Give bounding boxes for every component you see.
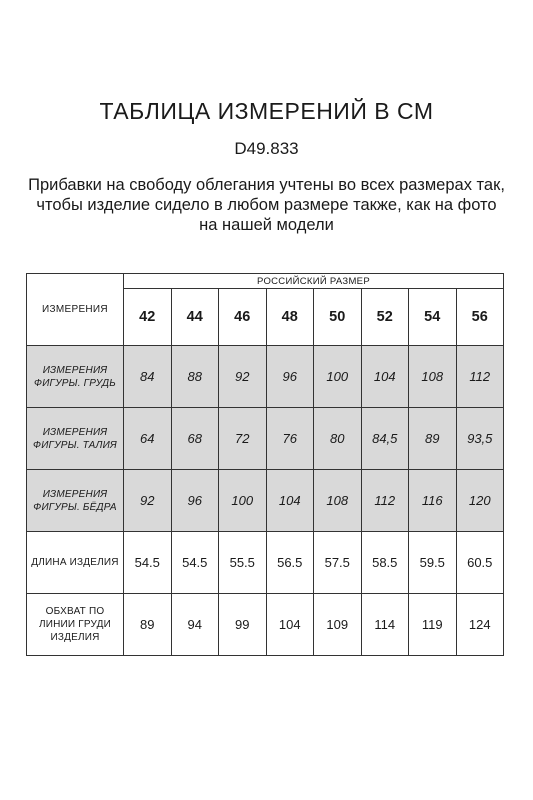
fit-note <box>0 175 533 235</box>
table-cell: 55.5 <box>219 532 267 594</box>
table-row <box>27 594 504 656</box>
table-cell: 124 <box>456 594 504 656</box>
table-cell: 99 <box>219 594 267 656</box>
table-cell: 93,5 <box>456 408 504 470</box>
table-row <box>27 532 504 594</box>
table-cell: 68 <box>171 408 219 470</box>
row-label-line: ДЛИНА ИЗДЕЛИЯ <box>31 557 119 568</box>
row-label-waist <box>27 408 124 470</box>
table-cell: 89 <box>409 408 457 470</box>
size-header-cell: 54 <box>409 289 457 346</box>
table-row <box>27 346 504 408</box>
russian-size-header: РОССИЙСКИЙ РАЗМЕР <box>124 274 504 289</box>
table-cell: 56.5 <box>266 532 314 594</box>
table-cell: 108 <box>409 346 457 408</box>
table-cell: 88 <box>171 346 219 408</box>
table-cell: 96 <box>171 470 219 532</box>
table-cell: 94 <box>171 594 219 656</box>
row-label-garment-chest <box>27 594 124 656</box>
table-cell: 104 <box>266 594 314 656</box>
row-label-line: ЛИНИИ ГРУДИ <box>38 619 112 630</box>
table-cell: 112 <box>361 470 409 532</box>
table-cell: 59.5 <box>409 532 457 594</box>
row-label-chest <box>27 346 124 408</box>
row-label-line: ОБХВАТ ПО <box>45 606 105 617</box>
row-label-line: ИЗМЕРЕНИЯ <box>42 426 108 438</box>
table-cell: 100 <box>219 470 267 532</box>
table-cell: 58.5 <box>361 532 409 594</box>
table-cell: 104 <box>361 346 409 408</box>
row-label-length <box>27 532 124 594</box>
fit-note-line: чтобы изделие сидело в любом размере также, как на фото <box>36 196 497 214</box>
table-cell: 119 <box>409 594 457 656</box>
table-cell: 54.5 <box>171 532 219 594</box>
row-label-line: ИЗДЕЛИЯ <box>50 632 100 643</box>
page-title: ТАБЛИЦА ИЗМЕРЕНИЙ В СМ <box>99 98 434 124</box>
row-label-line: ФИГУРЫ. БЁДРА <box>33 501 117 513</box>
row-label-line: ИЗМЕРЕНИЯ <box>42 488 108 500</box>
table-cell: 108 <box>314 470 362 532</box>
row-label-line: ФИГУРЫ. ТАЛИЯ <box>33 439 117 451</box>
size-header-cell: 44 <box>171 289 219 346</box>
size-table-group-row <box>27 274 504 289</box>
table-cell: 116 <box>409 470 457 532</box>
table-cell: 120 <box>456 470 504 532</box>
table-cell: 64 <box>124 408 172 470</box>
table-cell: 80 <box>314 408 362 470</box>
table-cell: 92 <box>124 470 172 532</box>
table-row <box>27 408 504 470</box>
table-cell: 89 <box>124 594 172 656</box>
table-cell: 57.5 <box>314 532 362 594</box>
table-cell: 100 <box>314 346 362 408</box>
size-table <box>26 273 504 656</box>
table-cell: 84 <box>124 346 172 408</box>
table-cell: 114 <box>361 594 409 656</box>
size-header-cell: 42 <box>124 289 172 346</box>
table-cell: 54.5 <box>124 532 172 594</box>
table-cell: 96 <box>266 346 314 408</box>
size-header-cell: 46 <box>219 289 267 346</box>
size-header-cell: 56 <box>456 289 504 346</box>
table-row <box>27 470 504 532</box>
table-cell: 60.5 <box>456 532 504 594</box>
size-header-cell: 52 <box>361 289 409 346</box>
table-cell: 109 <box>314 594 362 656</box>
measurements-header: ИЗМЕРЕНИЯ <box>27 274 124 346</box>
fit-note-line: на нашей модели <box>199 216 334 234</box>
size-header-cell: 48 <box>266 289 314 346</box>
table-cell: 112 <box>456 346 504 408</box>
row-label-line: ФИГУРЫ. ГРУДЬ <box>34 377 116 389</box>
table-cell: 104 <box>266 470 314 532</box>
table-cell: 92 <box>219 346 267 408</box>
table-cell: 72 <box>219 408 267 470</box>
table-cell: 84,5 <box>361 408 409 470</box>
row-label-hips <box>27 470 124 532</box>
article-number: D49.833 <box>234 139 299 158</box>
row-label-line: ИЗМЕРЕНИЯ <box>42 364 108 376</box>
table-cell: 76 <box>266 408 314 470</box>
size-header-cell: 50 <box>314 289 362 346</box>
fit-note-line: Прибавки на свободу облегания учтены во всех размерах так, <box>28 176 505 194</box>
